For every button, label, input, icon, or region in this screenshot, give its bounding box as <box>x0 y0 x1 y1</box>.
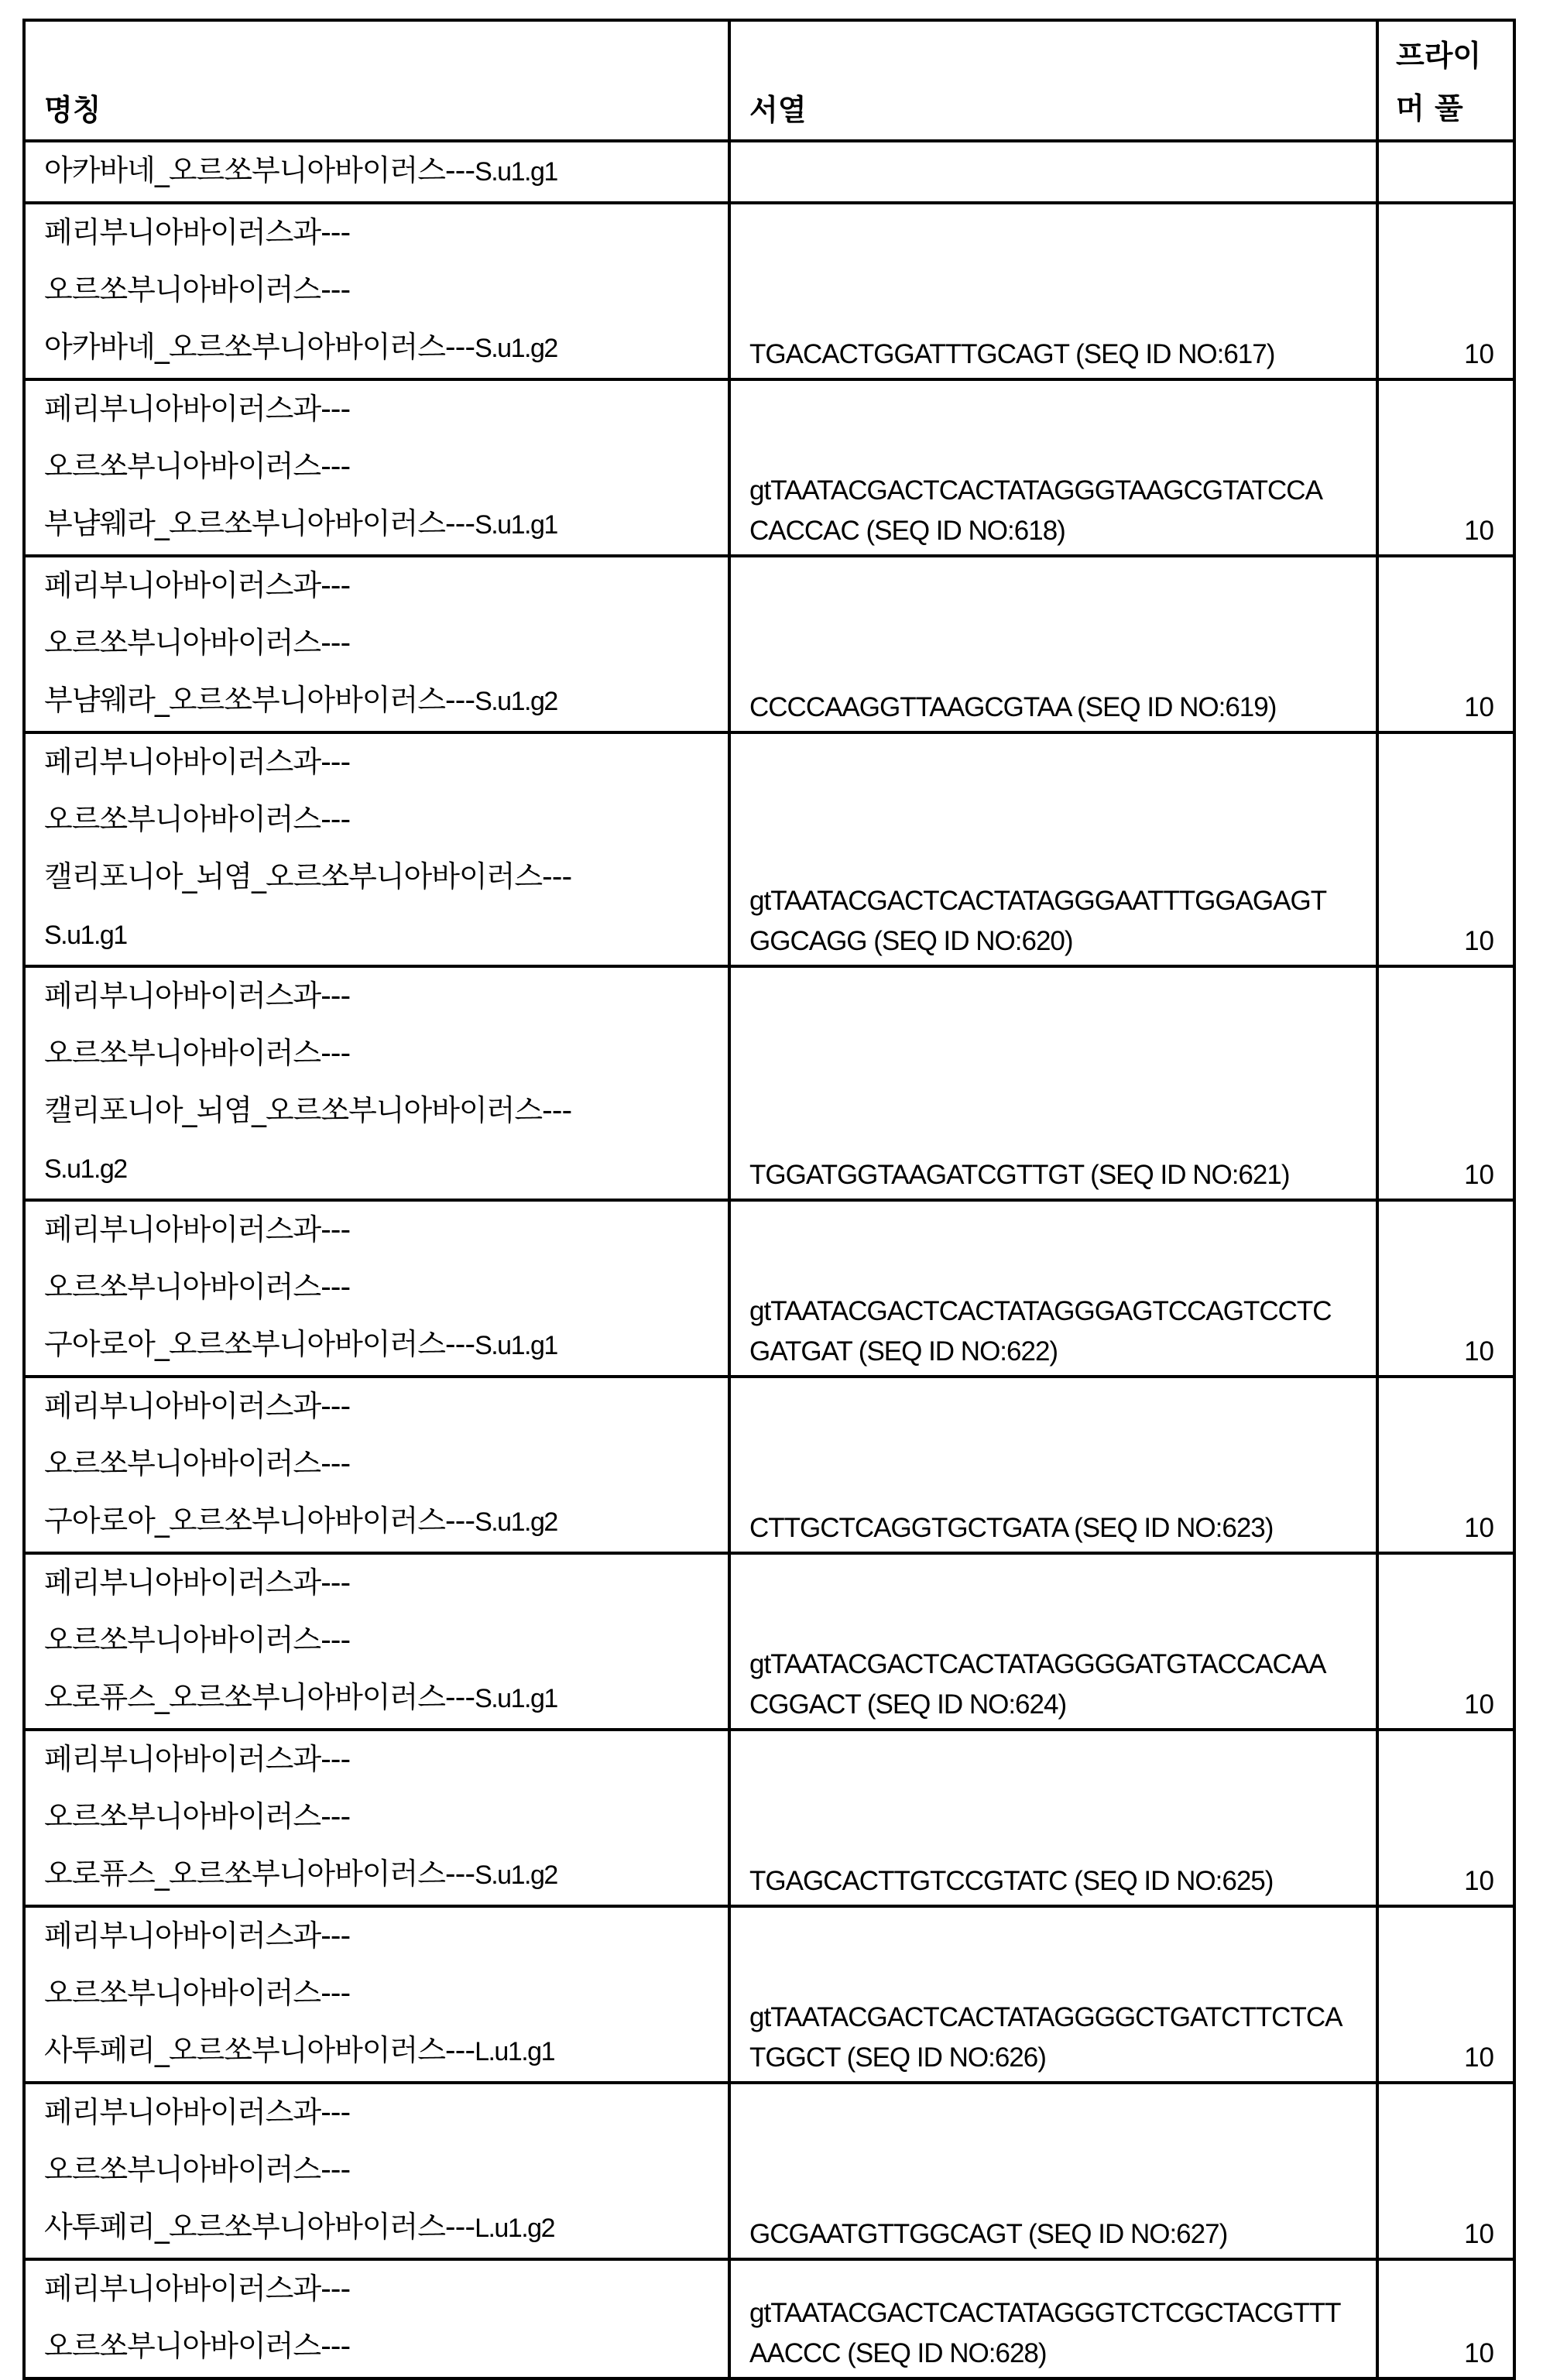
table-row <box>24 2259 1514 2378</box>
name-korean-text: 오르쏘부니아바이러스--- <box>44 2329 351 2363</box>
sequence-line: GGCAGG (SEQ ID NO:620) <box>749 926 1073 956</box>
primer-pool-cell: 10 <box>1377 1553 1514 1730</box>
sequence-cell <box>729 1377 1377 1553</box>
primer-pool-cell: 10 <box>1377 203 1514 379</box>
sequence-cell <box>729 1906 1377 2083</box>
name-line <box>44 2199 728 2256</box>
name-line <box>44 1316 728 1373</box>
name-korean-text: 사투페리_오르쏘부니아바이러스--- <box>44 2033 475 2067</box>
name-line <box>44 672 728 729</box>
name-line <box>44 849 728 906</box>
name-line <box>44 381 728 438</box>
name-korean-text: 구아로아_오르쏘부니아바이러스--- <box>44 1504 475 1538</box>
name-korean-text: 오로퓨스_오르쏘부니아바이러스--- <box>44 1680 475 1714</box>
name-korean-text: 오르쏘부니아바이러스--- <box>44 273 351 307</box>
sequence-cell <box>729 1200 1377 1377</box>
name-line <box>44 204 728 262</box>
table-row <box>24 379 1514 556</box>
name-segment-code: S.u1.g2 <box>475 1860 557 1890</box>
name-line <box>44 2261 728 2318</box>
name-korean-text: 오르쏘부니아바이러스--- <box>44 1270 351 1304</box>
name-korean-text: 페리부니아바이러스과--- <box>44 1919 351 1953</box>
sequence-cell <box>729 203 1377 379</box>
header-sequence: 서열 <box>729 20 1377 141</box>
name-korean-text: 아카바네_오르쏘부니아바이러스--- <box>44 153 475 187</box>
table-row <box>24 556 1514 732</box>
name-line <box>44 1846 728 1903</box>
name-cell <box>24 1377 729 1553</box>
name-korean-text: 아카바네_오르쏘부니아바이러스--- <box>44 330 475 364</box>
name-segment-code: S.u1.g2 <box>44 1154 127 1184</box>
name-line <box>44 1788 728 1846</box>
sequence-cell <box>729 1553 1377 1730</box>
sequence-cell <box>729 379 1377 556</box>
table-row <box>24 732 1514 966</box>
name-korean-text: 구아로아_오르쏘부니아바이러스--- <box>44 1327 475 1361</box>
name-line <box>44 734 728 791</box>
name-korean-text: 오르쏘부니아바이러스--- <box>44 626 351 660</box>
name-korean-text: 페리부니아바이러스과--- <box>44 2095 351 2129</box>
name-korean-text: 페리부니아바이러스과--- <box>44 1389 351 1423</box>
name-korean-text: 부냠웨라_오르쏘부니아바이러스--- <box>44 683 475 717</box>
name-cell <box>24 1730 729 1906</box>
name-line <box>44 1025 728 1082</box>
name-line <box>44 438 728 496</box>
header-primer-pool-line2: 머 풀 <box>1396 91 1463 125</box>
name-cell <box>24 379 729 556</box>
name-korean-text: 오로퓨스_오르쏘부니아바이러스--- <box>44 1857 475 1891</box>
name-cell <box>24 1200 729 1377</box>
sequence-line: CACCAC (SEQ ID NO:618) <box>749 516 1065 546</box>
name-line <box>44 2084 728 2142</box>
name-line <box>44 791 728 849</box>
name-cell <box>24 732 729 966</box>
name-segment-code: S.u1.g1 <box>475 157 557 187</box>
sequence-line: TGGATGGTAAGATCGTTGT (SEQ ID NO:621) <box>749 1160 1290 1190</box>
name-korean-text: 오르쏘부니아바이러스--- <box>44 449 351 483</box>
name-segment-code: S.u1.g2 <box>475 687 557 716</box>
name-line <box>44 142 728 200</box>
name-line <box>44 1140 728 1197</box>
name-segment-code: S.u1.g2 <box>475 334 557 363</box>
name-line <box>44 1555 728 1612</box>
sequence-cell <box>729 556 1377 732</box>
name-korean-text: 페리부니아바이러스과--- <box>44 1212 351 1247</box>
name-korean-text: 페리부니아바이러스과--- <box>44 1742 351 1776</box>
name-line <box>44 1082 728 1140</box>
name-segment-code: L.u1.g1 <box>475 2037 555 2066</box>
name-korean-text: 페리부니아바이러스과--- <box>44 1566 351 1600</box>
primer-pool-cell: 10 <box>1377 732 1514 966</box>
sequence-line: gtTAATACGACTCACTATAGGGGCTGATCTTCTCA <box>749 2002 1342 2032</box>
header-name: 명칭 <box>24 20 729 141</box>
primer-pool-cell: 10 <box>1377 1377 1514 1553</box>
name-line <box>44 1435 728 1493</box>
primer-pool-cell: 10 <box>1377 2083 1514 2259</box>
name-segment-code: L.u1.g2 <box>475 2214 555 2243</box>
name-korean-text: 오르쏘부니아바이러스--- <box>44 802 351 836</box>
name-segment-code: S.u1.g1 <box>475 1331 557 1360</box>
primer-pool-cell <box>1377 141 1514 203</box>
name-line <box>44 1731 728 1788</box>
sequence-cell <box>729 966 1377 1200</box>
name-line <box>44 557 728 615</box>
name-line <box>44 615 728 672</box>
table-row <box>24 1200 1514 1377</box>
name-korean-text: 오르쏘부니아바이러스--- <box>44 2152 351 2186</box>
table-row <box>24 141 1514 203</box>
sequence-line: GATGAT (SEQ ID NO:622) <box>749 1336 1058 1367</box>
name-korean-text: 사투페리_오르쏘부니아바이러스--- <box>44 2210 475 2244</box>
table-row <box>24 2083 1514 2259</box>
name-korean-text: 페리부니아바이러스과--- <box>44 2272 351 2306</box>
name-line <box>44 1259 728 1316</box>
name-line <box>44 262 728 319</box>
name-line <box>44 2142 728 2199</box>
name-korean-text: 오르쏘부니아바이러스--- <box>44 1446 351 1480</box>
table-row <box>24 966 1514 1200</box>
primer-pool-cell: 10 <box>1377 1200 1514 1377</box>
primer-pool-cell: 10 <box>1377 2259 1514 2378</box>
name-line <box>44 1202 728 1259</box>
primer-pool-cell: 10 <box>1377 966 1514 1200</box>
primer-table <box>22 19 1516 2380</box>
sequence-line: CTTGCTCAGGTGCTGATA (SEQ ID NO:623) <box>749 1513 1274 1543</box>
name-segment-code: S.u1.g1 <box>475 1684 557 1713</box>
name-korean-text: 오르쏘부니아바이러스--- <box>44 1036 351 1070</box>
sequence-cell <box>729 1730 1377 1906</box>
sequence-line: gtTAATACGACTCACTATAGGGTCTCGCTACGTTT <box>749 2298 1341 2328</box>
name-korean-text: 페리부니아바이러스과--- <box>44 215 351 249</box>
name-line <box>44 968 728 1025</box>
name-line <box>44 1669 728 1727</box>
table-row <box>24 203 1514 379</box>
sequence-line: TGAGCACTTGTCCGTATC (SEQ ID NO:625) <box>749 1866 1274 1896</box>
header-row <box>24 20 1514 141</box>
name-cell <box>24 1906 729 2083</box>
name-korean-text: 부냠웨라_오르쏘부니아바이러스--- <box>44 506 475 540</box>
name-segment-code: S.u1.g1 <box>44 921 127 950</box>
name-korean-text: 오르쏘부니아바이러스--- <box>44 1623 351 1657</box>
table-row <box>24 1553 1514 1730</box>
name-cell <box>24 1553 729 1730</box>
header-primer-pool-line1: 프라이 <box>1396 39 1482 73</box>
sequence-cell <box>729 2083 1377 2259</box>
primer-pool-cell: 10 <box>1377 1906 1514 2083</box>
name-korean-text: 오르쏘부니아바이러스--- <box>44 1976 351 2010</box>
name-korean-text: 페리부니아바이러스과--- <box>44 392 351 426</box>
sequence-cell <box>729 141 1377 203</box>
name-line <box>44 1612 728 1669</box>
primer-pool-cell: 10 <box>1377 1730 1514 1906</box>
primer-pool-cell: 10 <box>1377 556 1514 732</box>
name-line <box>44 1378 728 1435</box>
sequence-line: gtTAATACGACTCACTATAGGGGATGTACCACAA <box>749 1649 1326 1679</box>
table-row <box>24 1377 1514 1553</box>
name-line <box>44 496 728 553</box>
sequence-cell <box>729 2259 1377 2378</box>
sequence-line: CGGACT (SEQ ID NO:624) <box>749 1689 1067 1720</box>
header-primer-pool <box>1377 20 1514 141</box>
name-line <box>44 1908 728 1965</box>
name-korean-text: 오르쏘부니아바이러스--- <box>44 1799 351 1833</box>
name-segment-code: S.u1.g2 <box>475 1507 557 1537</box>
sequence-line: AACCC (SEQ ID NO:628) <box>749 2338 1047 2368</box>
name-line <box>44 2318 728 2375</box>
name-korean-text: 페리부니아바이러스과--- <box>44 745 351 779</box>
name-korean-text: 페리부니아바이러스과--- <box>44 568 351 602</box>
sequence-line: TGACACTGGATTTGCAGT (SEQ ID NO:617) <box>749 339 1275 369</box>
table-row <box>24 1906 1514 2083</box>
name-line <box>44 906 728 963</box>
name-cell <box>24 2259 729 2378</box>
name-korean-text: 캘리포니아_뇌염_오르쏘부니아바이러스--- <box>44 859 572 893</box>
name-segment-code: S.u1.g1 <box>475 510 557 540</box>
name-korean-text: 캘리포니아_뇌염_오르쏘부니아바이러스--- <box>44 1093 572 1127</box>
name-cell <box>24 2083 729 2259</box>
sequence-line: CCCCAAGGTTAAGCGTAA (SEQ ID NO:619) <box>749 692 1277 722</box>
name-cell <box>24 203 729 379</box>
sequence-line: gtTAATACGACTCACTATAGGGAGTCCAGTCCTC <box>749 1296 1332 1326</box>
primer-pool-cell: 10 <box>1377 379 1514 556</box>
name-line <box>44 1493 728 1550</box>
sequence-line: GCGAATGTTGGCAGT (SEQ ID NO:627) <box>749 2219 1228 2249</box>
sequence-line: gtTAATACGACTCACTATAGGGTAAGCGTATCCA <box>749 475 1322 506</box>
name-cell <box>24 966 729 1200</box>
sequence-line: TGGCT (SEQ ID NO:626) <box>749 2042 1046 2073</box>
name-korean-text: 페리부니아바이러스과--- <box>44 979 351 1013</box>
name-cell <box>24 141 729 203</box>
name-line <box>44 1965 728 2022</box>
sequence-line: gtTAATACGACTCACTATAGGGAATTTGGAGAGT <box>749 886 1327 916</box>
name-line <box>44 319 728 376</box>
sequence-cell <box>729 732 1377 966</box>
table-row <box>24 1730 1514 1906</box>
name-line <box>44 2022 728 2080</box>
name-cell <box>24 556 729 732</box>
